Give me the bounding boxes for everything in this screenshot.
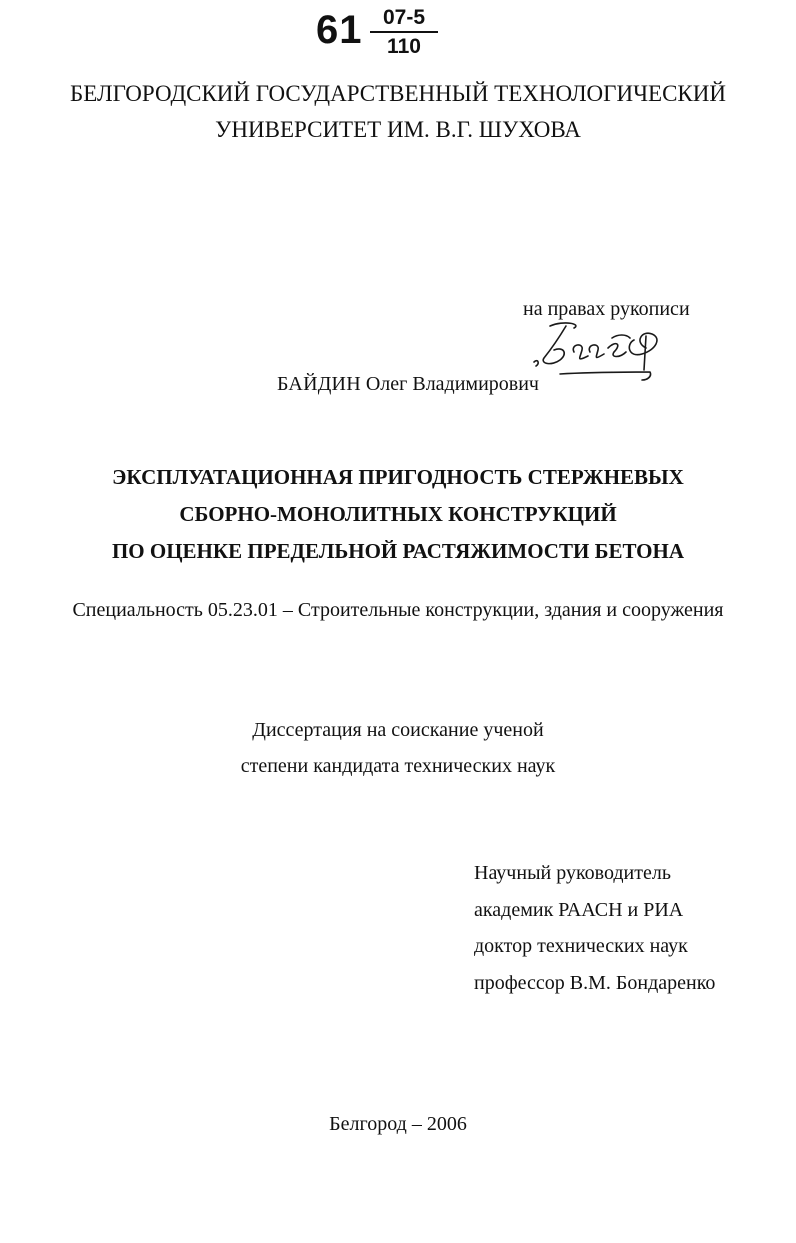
specialty-line: Специальность 05.23.01 – Строительные конструкции, здания и сооружения bbox=[72, 599, 724, 621]
author-surname: БАЙДИН bbox=[277, 373, 361, 395]
author-name bbox=[277, 371, 539, 397]
advisor-line2: академик РААСН и РИА bbox=[474, 899, 684, 921]
manuscript-note: на правах рукописи bbox=[523, 298, 690, 320]
university-name-line2: УНИВЕРСИТЕТ ИМ. В.Г. ШУХОВА bbox=[215, 117, 581, 142]
archive-stamp-code: 61 bbox=[316, 8, 363, 52]
dissertation-title-line2: СБОРНО-МОНОЛИТНЫХ КОНСТРУКЦИЙ bbox=[179, 502, 617, 526]
dissertation-type-line2: степени кандидата технических наук bbox=[240, 755, 556, 777]
advisor-line4: профессор В.М. Бондаренко bbox=[474, 972, 716, 994]
archive-stamp-fraction bbox=[370, 6, 438, 59]
archive-stamp-numerator: 07-5 bbox=[382, 6, 426, 29]
dissertation-title-line3: ПО ОЦЕНКЕ ПРЕДЕЛЬНОЙ РАСТЯЖИМОСТИ БЕТОНА bbox=[111, 539, 685, 563]
archive-stamp-denominator: 110 bbox=[387, 35, 421, 58]
handwritten-signature bbox=[530, 318, 690, 384]
dissertation-type-line1: Диссертация на соискание ученой bbox=[252, 719, 544, 741]
university-name-line1: БЕЛГОРОДСКИЙ ГОСУДАРСТВЕННЫЙ ТЕХНОЛОГИЧЕСКИЙ bbox=[70, 81, 726, 106]
advisor-line1: Научный руководитель bbox=[474, 862, 671, 884]
advisor-line3: доктор технических наук bbox=[474, 935, 688, 957]
dissertation-title-line1: ЭКСПЛУАТАЦИОННАЯ ПРИГОДНОСТЬ СТЕРЖНЕВЫХ bbox=[112, 465, 684, 489]
author-given-names: Олег Владимирович bbox=[365, 373, 539, 395]
city-year: Белгород – 2006 bbox=[329, 1113, 467, 1135]
archive-stamp-fraction-bar bbox=[370, 31, 438, 33]
